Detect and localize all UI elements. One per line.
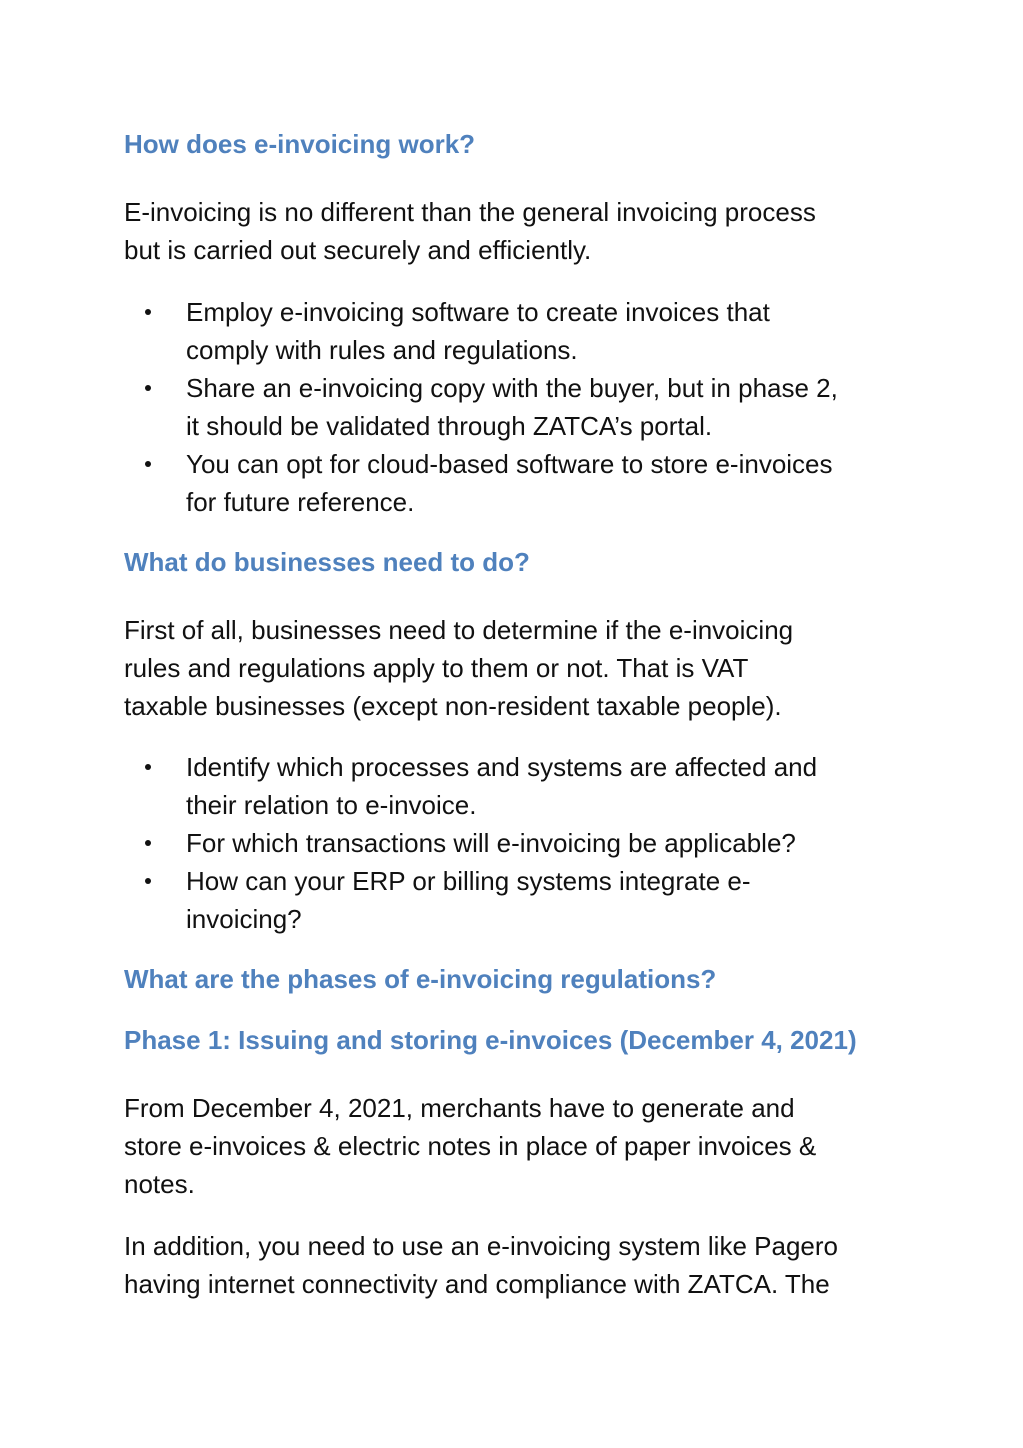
paragraph-businesses [124, 611, 914, 725]
bullet-icon [145, 764, 151, 770]
list-item-line: Share an e-invoicing copy with the buyer, but in phase 2, [186, 373, 838, 403]
bullet-icon [145, 878, 151, 884]
list-item-line: You can opt for cloud-based software to store e-invoices [186, 449, 833, 479]
list-item-line: For which transactions will e-invoicing be applicable? [186, 828, 796, 858]
paragraph-line: rules and regulations apply to them or not. That is VAT [124, 653, 749, 683]
bullet-list-business-steps [124, 748, 914, 938]
bullet-list-how-it-works [124, 293, 914, 521]
paragraph-phase-1 [124, 1089, 914, 1203]
list-item [124, 369, 914, 445]
paragraph-line: E-invoicing is no different than the general invoicing process [124, 197, 816, 227]
list-item-line: it should be validated through ZATCA’s portal. [186, 411, 713, 441]
paragraph-line: store e-invoices & electric notes in place of paper invoices & [124, 1131, 817, 1161]
bullet-icon [145, 840, 151, 846]
list-item [124, 824, 914, 862]
list-item-line: Employ e-invoicing software to create invoices that [186, 297, 770, 327]
paragraph-addition [124, 1227, 914, 1303]
list-item-line: comply with rules and regulations. [186, 335, 578, 365]
heading-what-businesses-need: What do businesses need to do? [124, 547, 530, 577]
paragraph-line: notes. [124, 1169, 195, 1199]
bullet-icon [145, 309, 151, 315]
list-item [124, 293, 914, 369]
paragraph-intro [124, 193, 914, 269]
list-item [124, 445, 914, 521]
list-item-line: invoicing? [186, 904, 302, 934]
bullet-icon [145, 461, 151, 467]
paragraph-line: having internet connectivity and compliance with ZATCA. The [124, 1269, 830, 1299]
heading-phases: What are the phases of e-invoicing regulations? [124, 964, 717, 994]
list-item [124, 748, 914, 824]
paragraph-line: In addition, you need to use an e-invoicing system like Pagero [124, 1231, 838, 1261]
paragraph-line: taxable businesses (except non-resident taxable people). [124, 691, 782, 721]
list-item-line: for future reference. [186, 487, 415, 517]
paragraph-line: First of all, businesses need to determine if the e-invoicing [124, 615, 794, 645]
list-item-line: Identify which processes and systems are affected and [186, 752, 818, 782]
list-item-line: their relation to e-invoice. [186, 790, 477, 820]
list-item [124, 862, 914, 938]
paragraph-line: From December 4, 2021, merchants have to generate and [124, 1093, 795, 1123]
bullet-icon [145, 385, 151, 391]
heading-phase-1: Phase 1: Issuing and storing e-invoices (December 4, 2021) [124, 1025, 857, 1055]
heading-how-einvoicing-works: How does e-invoicing work? [124, 129, 476, 159]
list-item-line: How can your ERP or billing systems integrate e- [186, 866, 751, 896]
paragraph-line: but is carried out securely and efficiently. [124, 235, 592, 265]
